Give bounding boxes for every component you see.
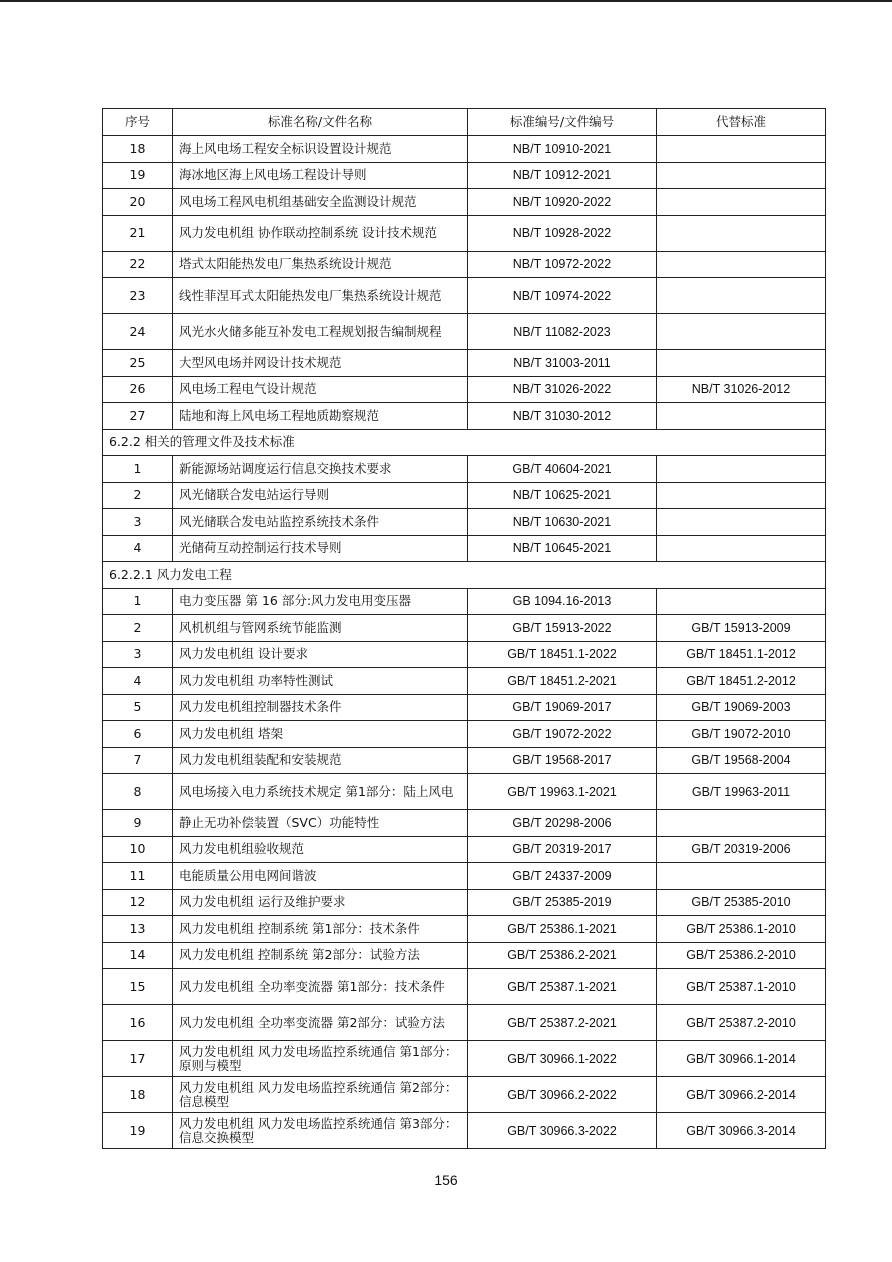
table-header bbox=[103, 109, 826, 136]
replaced-standard: GB/T 30966.2-2014 bbox=[657, 1077, 826, 1113]
replaced-standard: GB/T 30966.3-2014 bbox=[657, 1113, 826, 1149]
row-number: 11 bbox=[103, 863, 173, 890]
table-row bbox=[103, 810, 826, 837]
standard-name: 风光水火储多能互补发电工程规划报告编制规程 bbox=[173, 314, 468, 350]
standard-name: 风电场工程电气设计规范 bbox=[173, 376, 468, 403]
standard-name: 风力发电机组 设计要求 bbox=[173, 641, 468, 668]
replaced-standard: GB/T 18451.2-2012 bbox=[657, 668, 826, 695]
table-row bbox=[103, 278, 826, 314]
standard-name: 塔式太阳能热发电厂集热系统设计规范 bbox=[173, 251, 468, 278]
replaced-standard bbox=[657, 863, 826, 890]
replaced-standard: GB/T 30966.1-2014 bbox=[657, 1041, 826, 1077]
table-row bbox=[103, 836, 826, 863]
standard-code: NB/T 10625-2021 bbox=[468, 482, 657, 509]
row-number: 21 bbox=[103, 215, 173, 251]
standard-name: 陆地和海上风电场工程地质勘察规范 bbox=[173, 403, 468, 430]
row-number: 23 bbox=[103, 278, 173, 314]
replaced-standard: GB/T 25387.1-2010 bbox=[657, 969, 826, 1005]
row-number: 5 bbox=[103, 694, 173, 721]
replaced-standard: GB/T 25386.2-2010 bbox=[657, 942, 826, 969]
standard-code: GB/T 25386.2-2021 bbox=[468, 942, 657, 969]
table-row bbox=[103, 1041, 826, 1077]
table-row bbox=[103, 509, 826, 536]
row-number: 22 bbox=[103, 251, 173, 278]
row-number: 25 bbox=[103, 350, 173, 377]
table-body bbox=[103, 136, 826, 1149]
table-row bbox=[103, 668, 826, 695]
standard-code: GB/T 19069-2017 bbox=[468, 694, 657, 721]
standard-code: NB/T 10928-2022 bbox=[468, 215, 657, 251]
replaced-standard bbox=[657, 314, 826, 350]
table-row bbox=[103, 641, 826, 668]
standard-name: 风电场接入电力系统技术规定 第1部分：陆上风电 bbox=[173, 774, 468, 810]
table-row bbox=[103, 136, 826, 163]
row-number: 17 bbox=[103, 1041, 173, 1077]
replaced-standard bbox=[657, 456, 826, 483]
standard-name: 风力发电机组 风力发电场监控系统通信 第2部分：信息模型 bbox=[173, 1077, 468, 1113]
standard-code: GB/T 30966.2-2022 bbox=[468, 1077, 657, 1113]
row-number: 7 bbox=[103, 747, 173, 774]
standard-name: 风力发电机组 控制系统 第1部分：技术条件 bbox=[173, 916, 468, 943]
row-number: 18 bbox=[103, 1077, 173, 1113]
table-row bbox=[103, 588, 826, 615]
replaced-standard: GB/T 25386.1-2010 bbox=[657, 916, 826, 943]
standard-name: 海上风电场工程安全标识设置设计规范 bbox=[173, 136, 468, 163]
replaced-standard bbox=[657, 588, 826, 615]
standard-code: NB/T 10910-2021 bbox=[468, 136, 657, 163]
standard-name: 风力发电机组 协作联动控制系统 设计技术规范 bbox=[173, 215, 468, 251]
standard-code: GB/T 25387.1-2021 bbox=[468, 969, 657, 1005]
row-number: 1 bbox=[103, 456, 173, 483]
replaced-standard bbox=[657, 189, 826, 216]
replaced-standard: GB/T 19072-2010 bbox=[657, 721, 826, 748]
replaced-standard: GB/T 19069-2003 bbox=[657, 694, 826, 721]
table-row bbox=[103, 251, 826, 278]
header-replaces: 代替标准 bbox=[657, 109, 826, 136]
replaced-standard: GB/T 18451.1-2012 bbox=[657, 641, 826, 668]
table-row bbox=[103, 721, 826, 748]
section-heading: 6.2.2 相关的管理文件及技术标准 bbox=[103, 429, 826, 456]
row-number: 9 bbox=[103, 810, 173, 837]
replaced-standard bbox=[657, 136, 826, 163]
replaced-standard: NB/T 31026-2012 bbox=[657, 376, 826, 403]
standard-code: GB/T 40604-2021 bbox=[468, 456, 657, 483]
standard-name: 线性菲涅耳式太阳能热发电厂集热系统设计规范 bbox=[173, 278, 468, 314]
table-row bbox=[103, 314, 826, 350]
standard-code: NB/T 10630-2021 bbox=[468, 509, 657, 536]
standard-code: NB/T 10974-2022 bbox=[468, 278, 657, 314]
table-row bbox=[103, 215, 826, 251]
standard-name: 电能质量公用电网间谐波 bbox=[173, 863, 468, 890]
table-row bbox=[103, 942, 826, 969]
section-heading: 6.2.2.1 风力发电工程 bbox=[103, 562, 826, 589]
standard-name: 大型风电场并网设计技术规范 bbox=[173, 350, 468, 377]
row-number: 2 bbox=[103, 615, 173, 642]
standard-code: GB/T 15913-2022 bbox=[468, 615, 657, 642]
standard-code: GB/T 30966.1-2022 bbox=[468, 1041, 657, 1077]
standard-code: NB/T 10912-2021 bbox=[468, 162, 657, 189]
header-name: 标准名称/文件名称 bbox=[173, 109, 468, 136]
row-number: 12 bbox=[103, 889, 173, 916]
standard-name: 风力发电机组 功率特性测试 bbox=[173, 668, 468, 695]
replaced-standard: GB/T 25387.2-2010 bbox=[657, 1005, 826, 1041]
table-row bbox=[103, 1113, 826, 1149]
section-heading-row bbox=[103, 562, 826, 589]
standard-code: NB/T 10920-2022 bbox=[468, 189, 657, 216]
row-number: 20 bbox=[103, 189, 173, 216]
table-row bbox=[103, 774, 826, 810]
header-no: 序号 bbox=[103, 109, 173, 136]
table-row bbox=[103, 694, 826, 721]
standard-code: GB/T 18451.2-2021 bbox=[468, 668, 657, 695]
table-row bbox=[103, 350, 826, 377]
standard-code: NB/T 31003-2011 bbox=[468, 350, 657, 377]
table-row bbox=[103, 863, 826, 890]
replaced-standard bbox=[657, 215, 826, 251]
table-row bbox=[103, 162, 826, 189]
standard-code: GB/T 30966.3-2022 bbox=[468, 1113, 657, 1149]
table-row bbox=[103, 969, 826, 1005]
replaced-standard bbox=[657, 482, 826, 509]
standard-code: NB/T 11082-2023 bbox=[468, 314, 657, 350]
standard-code: NB/T 31026-2022 bbox=[468, 376, 657, 403]
replaced-standard bbox=[657, 509, 826, 536]
row-number: 24 bbox=[103, 314, 173, 350]
standard-name: 风光储联合发电站监控系统技术条件 bbox=[173, 509, 468, 536]
row-number: 27 bbox=[103, 403, 173, 430]
section-heading-row bbox=[103, 429, 826, 456]
row-number: 1 bbox=[103, 588, 173, 615]
table-row bbox=[103, 916, 826, 943]
replaced-standard bbox=[657, 162, 826, 189]
replaced-standard: GB/T 19963-2011 bbox=[657, 774, 826, 810]
table-row bbox=[103, 456, 826, 483]
standard-name: 风力发电机组验收规范 bbox=[173, 836, 468, 863]
standard-code: NB/T 10645-2021 bbox=[468, 535, 657, 562]
standard-name: 风光储联合发电站运行导则 bbox=[173, 482, 468, 509]
standard-code: GB/T 20298-2006 bbox=[468, 810, 657, 837]
standard-name: 海冰地区海上风电场工程设计导则 bbox=[173, 162, 468, 189]
standard-name: 电力变压器 第 16 部分:风力发电用变压器 bbox=[173, 588, 468, 615]
top-border-line bbox=[0, 0, 892, 2]
header-code: 标准编号/文件编号 bbox=[468, 109, 657, 136]
standard-name: 风力发电机组 塔架 bbox=[173, 721, 468, 748]
replaced-standard: GB/T 25385-2010 bbox=[657, 889, 826, 916]
standard-name: 风力发电机组控制器技术条件 bbox=[173, 694, 468, 721]
standard-code: NB/T 31030-2012 bbox=[468, 403, 657, 430]
standard-code: GB/T 19072-2022 bbox=[468, 721, 657, 748]
row-number: 6 bbox=[103, 721, 173, 748]
standard-name: 风力发电机组 全功率变流器 第2部分：试验方法 bbox=[173, 1005, 468, 1041]
replaced-standard bbox=[657, 403, 826, 430]
page-number: 156 bbox=[434, 1172, 458, 1188]
standard-name: 风力发电机组 风力发电场监控系统通信 第3部分：信息交换模型 bbox=[173, 1113, 468, 1149]
row-number: 4 bbox=[103, 535, 173, 562]
standard-code: GB 1094.16-2013 bbox=[468, 588, 657, 615]
replaced-standard bbox=[657, 350, 826, 377]
standard-code: GB/T 25386.1-2021 bbox=[468, 916, 657, 943]
row-number: 2 bbox=[103, 482, 173, 509]
replaced-standard: GB/T 20319-2006 bbox=[657, 836, 826, 863]
row-number: 13 bbox=[103, 916, 173, 943]
standard-code: GB/T 19963.1-2021 bbox=[468, 774, 657, 810]
row-number: 16 bbox=[103, 1005, 173, 1041]
table-row bbox=[103, 1077, 826, 1113]
row-number: 19 bbox=[103, 162, 173, 189]
table-row bbox=[103, 747, 826, 774]
standard-name: 风力发电机组装配和安装规范 bbox=[173, 747, 468, 774]
row-number: 3 bbox=[103, 641, 173, 668]
table-row bbox=[103, 403, 826, 430]
table-row bbox=[103, 535, 826, 562]
standard-code: GB/T 18451.1-2022 bbox=[468, 641, 657, 668]
standard-code: GB/T 24337-2009 bbox=[468, 863, 657, 890]
standard-code: GB/T 25385-2019 bbox=[468, 889, 657, 916]
row-number: 19 bbox=[103, 1113, 173, 1149]
table-row bbox=[103, 615, 826, 642]
standard-name: 静止无功补偿装置（SVC）功能特性 bbox=[173, 810, 468, 837]
table-row bbox=[103, 889, 826, 916]
replaced-standard bbox=[657, 535, 826, 562]
row-number: 10 bbox=[103, 836, 173, 863]
standard-name: 风电场工程风电机组基础安全监测设计规范 bbox=[173, 189, 468, 216]
standard-code: GB/T 19568-2017 bbox=[468, 747, 657, 774]
table-row bbox=[103, 482, 826, 509]
standards-table bbox=[102, 108, 826, 1149]
standard-name: 风力发电机组 运行及维护要求 bbox=[173, 889, 468, 916]
table-row bbox=[103, 1005, 826, 1041]
row-number: 8 bbox=[103, 774, 173, 810]
standard-name: 风力发电机组 全功率变流器 第1部分：技术条件 bbox=[173, 969, 468, 1005]
standard-name: 风机机组与管网系统节能监测 bbox=[173, 615, 468, 642]
row-number: 15 bbox=[103, 969, 173, 1005]
standard-code: NB/T 10972-2022 bbox=[468, 251, 657, 278]
standard-code: GB/T 20319-2017 bbox=[468, 836, 657, 863]
replaced-standard: GB/T 15913-2009 bbox=[657, 615, 826, 642]
standard-name: 风力发电机组 风力发电场监控系统通信 第1部分：原则与模型 bbox=[173, 1041, 468, 1077]
row-number: 3 bbox=[103, 509, 173, 536]
replaced-standard: GB/T 19568-2004 bbox=[657, 747, 826, 774]
row-number: 26 bbox=[103, 376, 173, 403]
standard-name: 新能源场站调度运行信息交换技术要求 bbox=[173, 456, 468, 483]
standard-code: GB/T 25387.2-2021 bbox=[468, 1005, 657, 1041]
table-row bbox=[103, 376, 826, 403]
table-row bbox=[103, 189, 826, 216]
row-number: 14 bbox=[103, 942, 173, 969]
row-number: 4 bbox=[103, 668, 173, 695]
row-number: 18 bbox=[103, 136, 173, 163]
replaced-standard bbox=[657, 251, 826, 278]
replaced-standard bbox=[657, 278, 826, 314]
replaced-standard bbox=[657, 810, 826, 837]
standard-name: 风力发电机组 控制系统 第2部分：试验方法 bbox=[173, 942, 468, 969]
standard-name: 光储荷互动控制运行技术导则 bbox=[173, 535, 468, 562]
